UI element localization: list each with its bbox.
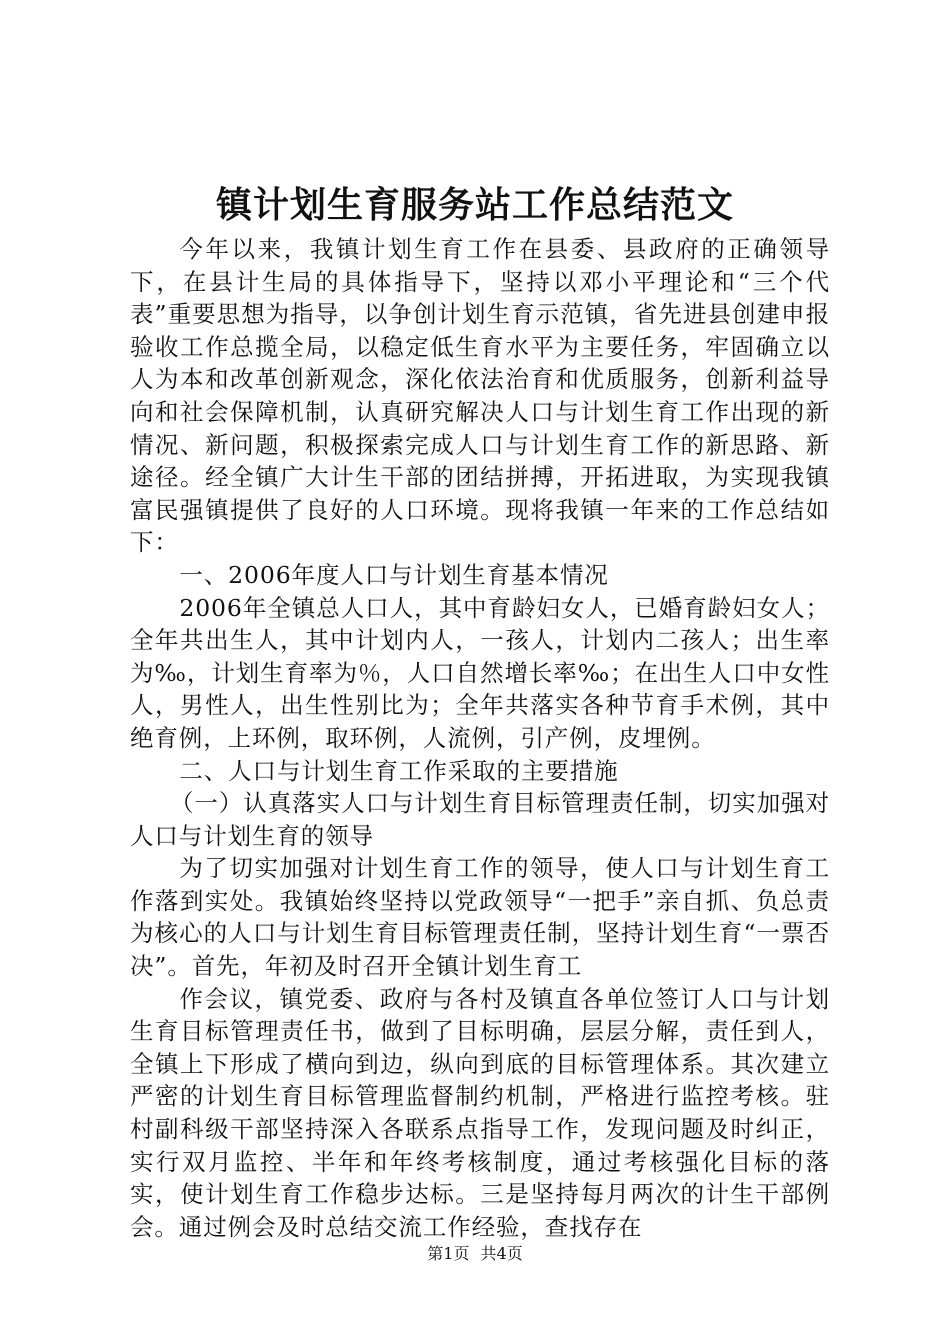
- document-title: 镇计划生育服务站工作总结范文: [215, 184, 734, 226]
- paragraph-leadership: 为了切实加强对计划生育工作的领导，使人口与计划生育工作落到实处。我镇始终坚持以党政领导“一把手”亲自抓、负总责为核心的人口与计划生育目标管理责任制，坚持计划生育“一票否决”。首先，年初及时召开全镇计划生育工: [130, 854, 830, 981]
- page-footer: [0, 1244, 950, 1264]
- paragraph-intro: 今年以来，我镇计划生育工作在县委、县政府的正确领导下，在县计生局的具体指导下，坚持以邓小平理论和“三个代表”重要思想为指导，以争创计划生育示范镇，省先进县创建申报验收工作总揽全局，以稳定低生育水平为主要任务，牢固确立以人为本和改革创新观念，深化依法治育和优质服务，创新利益导向和社会保障机制，认真研究解决人口与计划生育工作出现的新情况、新问题，积极探索完成人口与计划生育工作的新思路、新途径。经全镇广大计生干部的团结拼搏，开拓进取，为实现我镇富民强镇提供了良好的人口环境。现将我镇一年来的工作总结如下：: [130, 235, 830, 557]
- paragraph-management: 作会议，镇党委、政府与各村及镇直各单位签订人口与计划生育目标管理责任书，做到了目标明确，层层分解，责任到人，全镇上下形成了横向到边，纵向到底的目标管理体系。其次建立严密的计划生育目标管理监督制约机制，严格进行监控考核。驻村副科级干部坚持深入各联系点指导工作，发现问题及时纠正，实行双月监控、半年和年终考核制度，通过考核强化目标的落实，使计划生育工作稳步达标。三是坚持每月两次的计生干部例会。通过例会及时总结交流工作经验，查找存在: [130, 984, 830, 1241]
- section-heading-1: 一、2006年度人口与计划生育基本情况: [179, 560, 609, 589]
- page-number: 第1页: [427, 1244, 470, 1263]
- paragraph-statistics: 2006年全镇总人口人，其中育龄妇女人，已婚育龄妇女人；全年共出生人，其中计划内人，一孩人，计划内二孩人；出生率为‰，计划生育率为％，人口自然增长率‰；在出生人口中女性人，男性人，出生性别比为；全年共落实各种节育手术例，其中绝育例，上环例，取环例，人流例，引产例，皮埋例。: [130, 593, 830, 752]
- document-body: [130, 233, 830, 1243]
- subsection-heading-1: （一）认真落实人口与计划生育目标管理责任制，切实加强对人口与计划生育的领导: [130, 789, 830, 850]
- page-total: 共4页: [480, 1244, 523, 1263]
- section-heading-2: 二、人口与计划生育工作采取的主要措施: [179, 756, 619, 785]
